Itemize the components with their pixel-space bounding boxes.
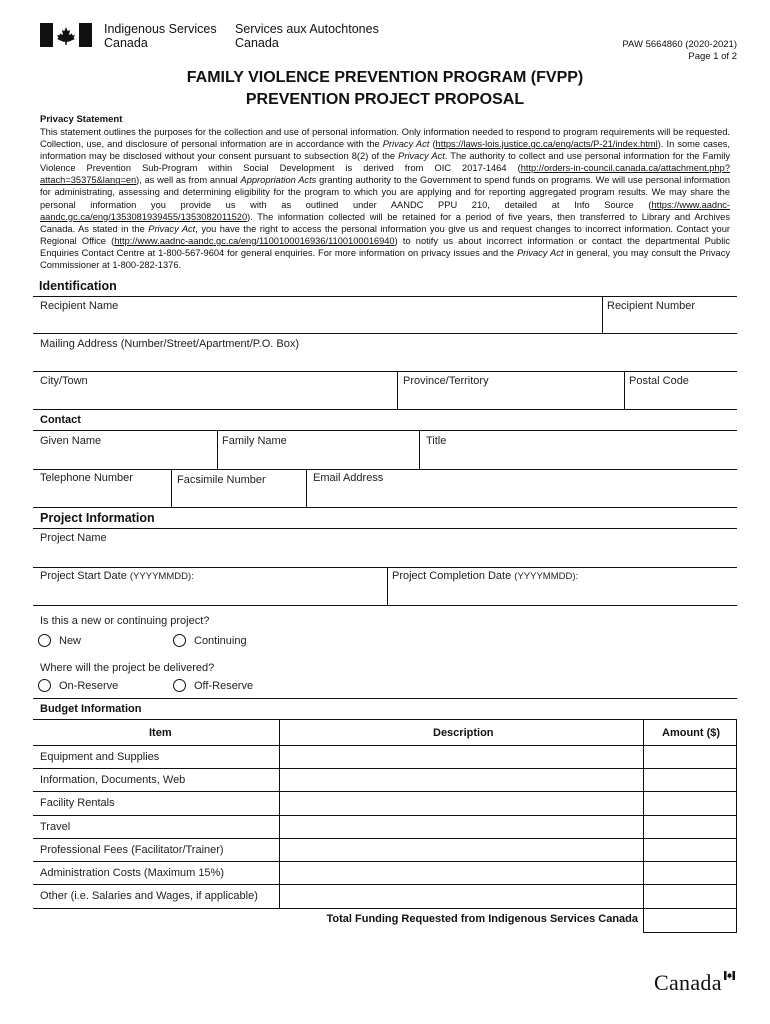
project-name-label: Project Name (40, 532, 107, 544)
budget-amount-field[interactable] (645, 886, 736, 906)
budget-right-border (736, 719, 737, 933)
info-source-link[interactable]: https://www.aadnc-aandc.gc.ca/eng/1353081939455/1353082011520 (40, 199, 730, 222)
budget-col-divider (279, 719, 280, 908)
budget-row-item: Other (i.e. Salaries and Wages, if applicable) (40, 890, 258, 902)
divider (33, 469, 737, 470)
divider (33, 815, 737, 816)
divider (33, 745, 737, 746)
divider (33, 371, 737, 372)
title-label: Title (426, 435, 447, 447)
divider (33, 861, 737, 862)
privacy-text: This statement outlines the purposes for the collection and use of personal information. Only information needed to respond to program requirements will be requested. Collection, use, and disclosure of personal information are in accordance with the (40, 127, 730, 150)
budget-description-field[interactable] (281, 770, 642, 790)
given-name-field[interactable] (36, 448, 214, 468)
project-completion-date-field[interactable] (389, 584, 736, 604)
privacy-text: in general, you may consult the Privacy Commissioner at 1-800-282-1376. (40, 247, 730, 271)
total-funding-label: Total Funding Requested from Indigenous Services Canada (326, 913, 638, 925)
divider (171, 469, 172, 507)
budget-amount-field[interactable] (645, 747, 736, 767)
project-name-field[interactable] (36, 546, 736, 566)
mailing-address-label: Mailing Address (Number/Street/Apartment/P.O. Box) (40, 338, 300, 350)
divider (33, 698, 737, 699)
budget-col-divider (643, 719, 644, 933)
department-name-en (104, 22, 217, 50)
new-or-continuing-question: Is this a new or continuing project? (40, 615, 210, 627)
divider (33, 908, 737, 909)
appropriation-acts-ref: Appropriation Acts (240, 175, 317, 186)
privacy-text: ) to notify us about incorrect information or contact the departmental Public Enquiries Contact Centre at 1-800-567-9604 for general enquiries. For more information on privacy issues and the (40, 235, 730, 258)
budget-description-field[interactable] (281, 793, 642, 813)
divider (306, 469, 307, 507)
budget-amount-field[interactable] (645, 863, 736, 883)
budget-row-item: Administration Costs (Maximum 15%) (40, 867, 224, 879)
privacy-heading: Privacy Statement (40, 114, 123, 125)
privacy-text: ), as well as from annual (136, 175, 241, 186)
divider (33, 333, 737, 334)
family-name-label: Family Name (222, 435, 287, 447)
mailing-address-field[interactable] (36, 352, 736, 370)
budget-col-amount: Amount ($) (662, 727, 721, 739)
start-date-format: (YYYYMMDD): (129, 571, 194, 582)
divider (33, 507, 737, 508)
divider (387, 567, 388, 605)
facsimile-field[interactable] (173, 488, 303, 506)
delivery-location-question: Where will the project be delivered? (40, 662, 215, 674)
form-title: FAMILY VIOLENCE PREVENTION PROGRAM (FVPP) (186, 69, 584, 86)
divider (33, 567, 737, 568)
family-name-field[interactable] (219, 448, 415, 468)
canada-flag-icon (40, 23, 92, 47)
budget-amount-field[interactable] (645, 793, 736, 813)
department-name-fr (235, 22, 379, 50)
project-start-date-field[interactable] (36, 584, 384, 604)
privacy-text: . The authority to collect and use personal information for the Family Violence Prevention Sub-Program within Social Development is derived from OIC 2017-1464 ( (40, 151, 730, 174)
privacy-act-link[interactable]: https://laws-lois.justice.gc.ca/eng/acts/P-21/index.html (435, 139, 658, 150)
recipient-number-field[interactable] (604, 312, 736, 332)
budget-row-item: Equipment and Supplies (40, 751, 160, 763)
privacy-text: ). In some cases, information may be disclosed without your consent pursuant to subsection 8(2) of the (40, 139, 730, 162)
on-reserve-radio-label: On-Reserve (59, 680, 119, 692)
title-field[interactable] (421, 448, 736, 468)
privacy-text: granting authority to the Government to spend funds on programs. We will use personal information for administrating, assessing and determining eligibility for the program to which you are applying and for reporting aggregated program results. We may share the personal information you provide us with as outlined under AANDC PPU 210, detailed at Info Source ( (40, 175, 731, 210)
divider (33, 409, 737, 410)
city-label: City/Town (40, 375, 88, 387)
completion-date-text: Project Completion Date (392, 570, 512, 582)
city-field[interactable] (36, 388, 394, 408)
contact-heading: Contact (33, 412, 737, 431)
privacy-act-ref: Privacy Act (382, 139, 430, 150)
budget-description-field[interactable] (281, 840, 642, 860)
page-indicator: Page 1 of 2 (688, 51, 737, 62)
budget-col-description: Description (433, 727, 494, 739)
divider (643, 932, 737, 933)
budget-description-field[interactable] (281, 886, 642, 906)
telephone-field[interactable] (36, 486, 168, 506)
completion-date-format: (YYYYMMDD): (514, 571, 579, 582)
form-number-text: PAW 5664860 (2020-2021) (622, 39, 737, 50)
province-label: Province/Territory (403, 375, 489, 387)
divider (33, 768, 737, 769)
divider (33, 605, 737, 606)
continuing-radio-label: Continuing (194, 635, 247, 647)
project-start-label (40, 570, 194, 583)
budget-amount-field[interactable] (645, 840, 736, 860)
divider (33, 719, 737, 720)
divider (217, 431, 218, 469)
budget-row-item: Travel (40, 821, 71, 833)
province-field[interactable] (399, 388, 621, 408)
canada-wordmark: Canada (654, 970, 722, 995)
recipient-number-label: Recipient Number (607, 300, 696, 312)
privacy-text: , you have the right to access the personal information you give us and request changes to incorrect information. Contact your Regional Office ( (40, 223, 730, 246)
privacy-statement (40, 126, 730, 271)
dept-fr-line1: Services aux Autochtones (235, 22, 379, 36)
project-completion-label (392, 570, 578, 583)
divider (624, 371, 625, 409)
recipient-name-label: Recipient Name (40, 300, 119, 312)
telephone-label: Telephone Number (40, 472, 133, 484)
budget-heading: Budget Information (40, 703, 142, 715)
dept-en-line2: Canada (104, 36, 148, 50)
dept-en-line1: Indigenous Services (104, 22, 217, 36)
budget-amount-field[interactable] (645, 817, 736, 837)
recipient-name-field[interactable] (36, 312, 598, 332)
divider (419, 431, 420, 469)
facsimile-label: Facsimile Number (177, 474, 266, 486)
email-field[interactable] (308, 486, 736, 506)
off-reserve-radio-label: Off-Reserve (194, 680, 254, 692)
budget-row-item: Facility Rentals (40, 797, 115, 809)
off-reserve-radio[interactable] (173, 679, 186, 692)
total-funding-field[interactable] (645, 910, 736, 931)
email-label: Email Address (313, 472, 384, 484)
divider (33, 838, 737, 839)
project-info-heading: Project Information (33, 509, 737, 529)
form-number (622, 39, 737, 63)
divider (33, 884, 737, 885)
form-subtitle: PREVENTION PROJECT PROPOSAL (245, 91, 525, 108)
divider (602, 297, 603, 333)
budget-col-item: Item (149, 727, 172, 739)
privacy-act-ref: Privacy Act (148, 223, 196, 234)
budget-row-item: Professional Fees (Facilitator/Trainer) (40, 844, 224, 856)
budget-row-item: Information, Documents, Web (40, 774, 186, 786)
dept-fr-line2: Canada (235, 36, 279, 50)
divider (397, 371, 398, 409)
regional-office-link[interactable]: http://www.aadnc-aandc.gc.ca/eng/1100100016936/1100100016940 (114, 235, 395, 246)
new-radio[interactable] (38, 634, 51, 647)
privacy-act-ref: Privacy Act (516, 247, 564, 258)
privacy-text: ( (429, 139, 436, 150)
privacy-act-ref: Privacy Act (398, 151, 445, 162)
privacy-text: ). The information collected will be retained for a period of five years, then transferred to Library and Archives Canada. As stated in the (40, 211, 730, 234)
budget-description-field[interactable] (281, 863, 642, 883)
oic-link[interactable]: http://orders-in-council.canada.ca/attachment.php?attach=35375&lang=en (40, 163, 730, 186)
budget-amount-field[interactable] (645, 770, 736, 790)
postal-code-label: Postal Code (629, 375, 689, 387)
given-name-label: Given Name (40, 435, 102, 447)
divider (33, 791, 737, 792)
wordmark-flag-icon (724, 971, 735, 980)
continuing-radio[interactable] (173, 634, 186, 647)
budget-description-field[interactable] (281, 817, 642, 837)
identification-heading: Identification (33, 277, 737, 297)
start-date-text: Project Start Date (40, 570, 127, 582)
new-radio-label: New (59, 635, 82, 647)
postal-code-field[interactable] (626, 388, 736, 408)
budget-description-field[interactable] (281, 747, 642, 767)
on-reserve-radio[interactable] (38, 679, 51, 692)
